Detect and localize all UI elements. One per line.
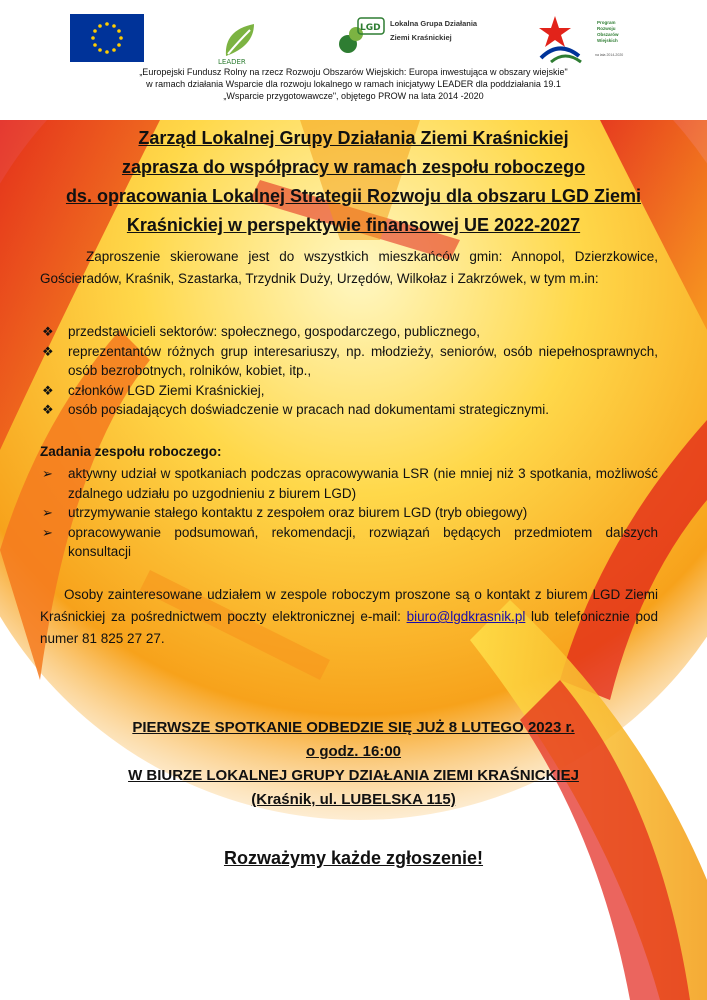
logo-bar (0, 0, 707, 70)
list-item: ➢ utrzymywanie stałego kontaktu z zespołem oraz biurem LGD (tryb obiegowy) (40, 503, 658, 523)
diamond-bullet-icon: ❖ (42, 343, 54, 359)
email-link[interactable]: biuro@lgdkrasnik.pl (406, 609, 526, 624)
list-item: ❖ członków LGD Ziemi Kraśnickiej, (40, 381, 658, 401)
funding-line-3: „Wsparcie przygotowawcze", objętego PROW na lata 2014 -2020 (223, 91, 484, 101)
lgd-logo (334, 14, 484, 60)
arrow-bullet-icon: ➢ (42, 524, 53, 540)
page-title (40, 124, 667, 240)
leader-logo-text: LEADER (218, 58, 246, 66)
arrow-bullet-icon: ➢ (42, 466, 53, 481)
title-line-2: zaprasza do współpracy w ramach zespołu roboczego (121, 157, 586, 177)
funding-line-2: w ramach działania Wsparcie dla rozwoju lokalnego w ramach inicjatywy LEADER dla poddziałania 19.1 (146, 79, 561, 89)
list-item: ➢ opracowywanie podsumowań, rekomendacji, rozwiązań będących przedmiotem dalszych konsultacji (42, 524, 658, 559)
lgd-logo-line1: Lokalna Grupa Działania (390, 19, 478, 28)
prow-logo-line3: Obszarów (597, 32, 619, 37)
lgd-logo-abbr: LGD (360, 23, 381, 33)
list-item: ➢ aktywny udział w spotkaniach podczas opracowywania LSR (nie mniej niż 3 spotkania, możliwość zdalnego udziału po uzgodnieniu z biurem LGD) (42, 466, 658, 501)
funding-line-1: „Europejski Fundusz Rolny na rzecz Rozwoju Obszarów Wiejskich: Europa inwestująca w obszary wiejskie" (139, 67, 568, 77)
title-line-4: Kraśnickiej w perspektywie finansowej UE 2022-2027 (126, 215, 581, 235)
leader-logo (214, 16, 264, 66)
lgd-logo-line2: Ziemi Kraśnickiej (390, 33, 452, 42)
diamond-bullet-icon: ❖ (42, 382, 54, 398)
list-item: ❖ osób posiadających doświadczenie w pracach nad dokumentami strategicznymi. (40, 400, 658, 420)
prow-logo (535, 10, 627, 66)
closing-text: Rozważymy każde zgłoszenie! (223, 848, 484, 868)
prow-logo-line4: Wiejskich (597, 38, 618, 43)
meeting-line-2: o godz. 16:00 (305, 743, 402, 760)
title-line-3: ds. opracowania Lokalnej Strategii Rozwoju dla obszaru LGD Ziemi (65, 186, 642, 206)
prow-logo-line5: na lata 2014-2020 (595, 53, 624, 57)
arrow-bullet-icon: ➢ (42, 505, 53, 520)
meeting-line-1: PIERWSZE SPOTKANIE ODBEDZIE SIĘ JUŻ 8 LUTEGO 2023 r. (132, 719, 575, 736)
intro-paragraph: Zaproszenie skierowane jest do wszystkich mieszkańców gmin: Annopol, Dzierzkowice, Gościeradów, Kraśnik, Szastarka, Trzydnik Duży, Urzędów, Wilkołaz i Zakrzówek, w tym m.in: (40, 249, 658, 286)
eu-flag-logo (70, 14, 144, 62)
tasks-list (40, 464, 658, 562)
audience-list (40, 322, 658, 420)
meeting-line-3: W BIURZE LOKALNEJ GRUPY DZIAŁANIA ZIEMI KRAŚNICKIEJ (128, 767, 579, 784)
diamond-bullet-icon: ❖ (42, 324, 54, 339)
prow-logo-line1: Program (597, 20, 616, 25)
contact-paragraph: Osoby zainteresowane udziałem w zespole roboczym proszone są o kontakt z biurem LGD Ziemi Kraśnickiej za pośrednictwem poczty elektronicznej e-mail: biuro@lgdkrasnik.pl lub telefonicznie pod numer 81 825 27 27. (40, 587, 659, 646)
meeting-info (40, 716, 667, 812)
tasks-heading: Zadania zespołu roboczego: (40, 444, 222, 459)
funding-note (0, 66, 707, 102)
title-line-1: Zarząd Lokalnej Grupy Działania Ziemi Kraśnickiej (138, 128, 569, 148)
list-item: ❖ przedstawicieli sektorów: społecznego, gospodarczego, publicznego, (40, 322, 658, 342)
diamond-bullet-icon: ❖ (42, 402, 54, 417)
list-item: ❖ reprezentantów różnych grup interesariuszy, np. młodzieży, seniorów, osób niepełnosprawnych, osób bezrobotnych, rolników, kobiet, itp., (42, 343, 658, 378)
prow-logo-line2: Rozwoju (597, 26, 616, 31)
meeting-line-4: (Kraśnik, ul. LUBELSKA 115) (251, 791, 456, 808)
